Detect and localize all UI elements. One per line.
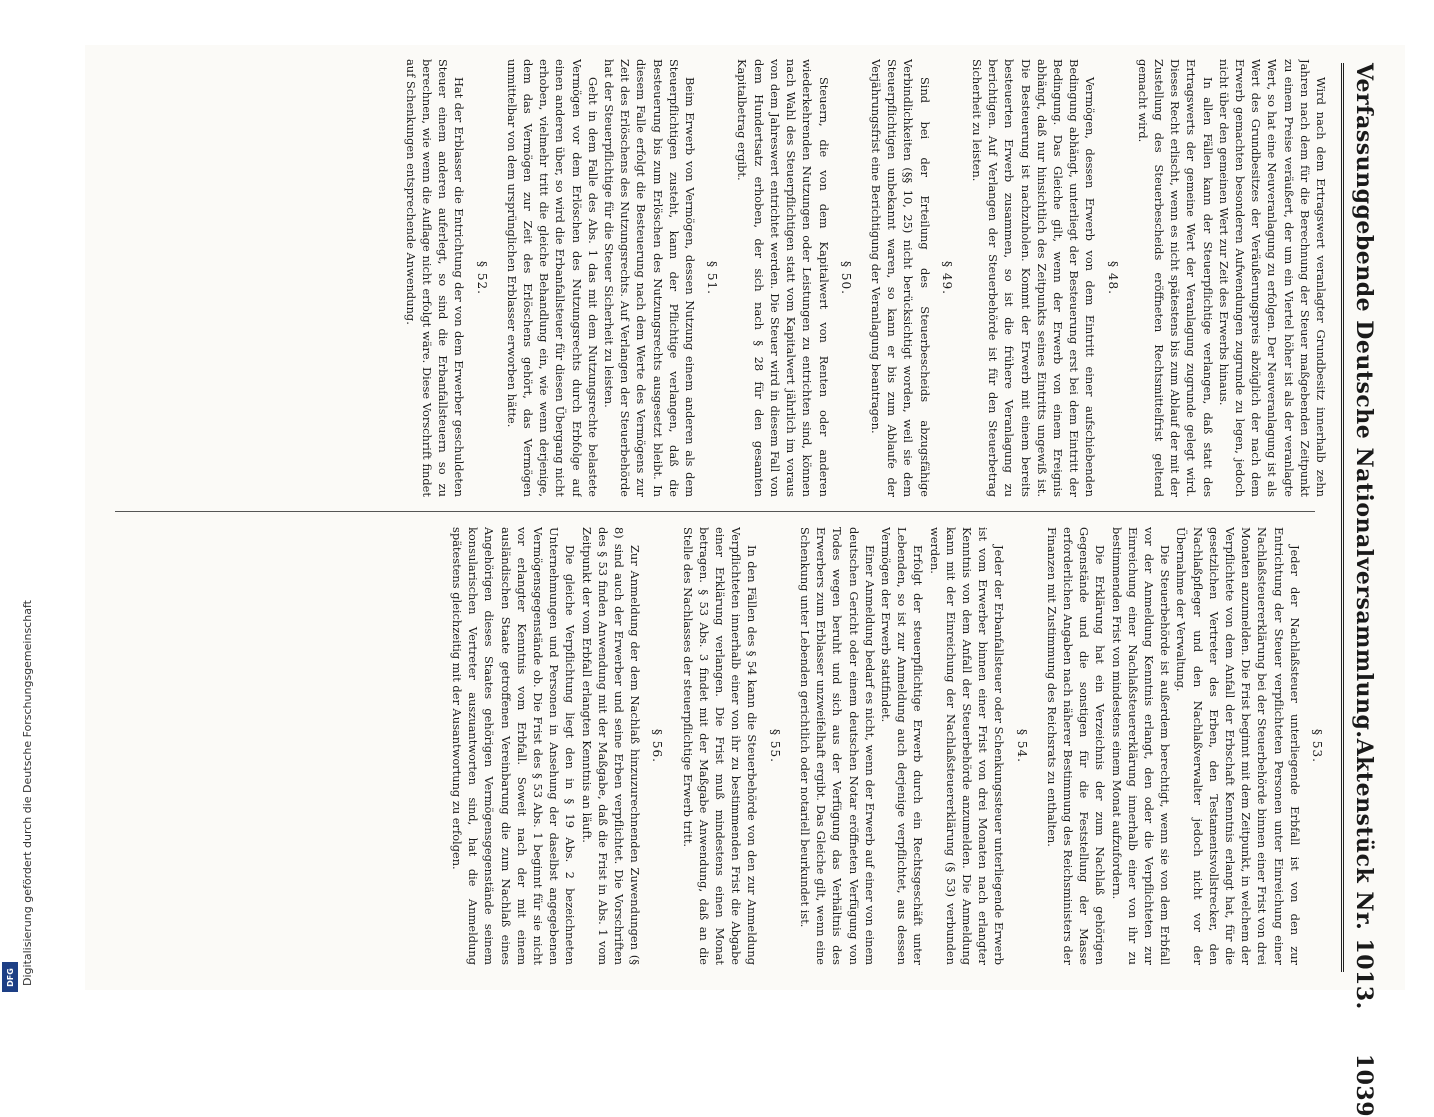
section-heading: § 50. — [838, 261, 853, 295]
column-left — [109, 59, 1329, 497]
paragraph: Jeder der Nachlaßsteuer unterliegende Erbfall ist von den zur Entrichtung der Steuer verpflichteten Personen unter Einreichung einer Nachlaßsteuererklärung bei der Steuerbehörde binnen einer Frist von drei Monaten anzumelden. Die Frist beginnt mit dem Zeitpunkt, in welchem der Verpflichtete von dem Anfall der Erbschaft Kenntnis erlangt hat, für die gesetzlichen Vertreter des Erben, den Testamentsvollstrecker, den Nachlaßpfleger und den Nachlaßverwalter jedoch nicht vor der Übernahme der Verwaltung. — [1174, 527, 1302, 965]
header-rule — [1341, 63, 1344, 972]
scanned-page — [85, 45, 1405, 1117]
paragraph: Die gleiche Verpflichtung liegt den in § 19 Abs. 2 bezeichneten Unternehmungen und Personen in Ansehung der daselbst angegebenen Vermögensgegenstände ob. Die Frist des § 53 Abs. 1 beginnt für sie nicht vor erlangter Kenntnis vom Erbfall. Soweit nach der mit einem ausländischen Staate getroffenen Vereinbarung die zum Nachlaß eines Angehörigen dieses Staates gehörigen Vermögensgegenstände seinem konsularischen Vertreter auszuantworten sind, hat die Anmeldung spätestens gleichzeitig mit der Ausantwortung zu erfolgen. — [450, 527, 578, 965]
section-heading: § 52. — [474, 261, 489, 295]
side-note — [0, 0, 34, 1000]
section-heading: § 54. — [1014, 729, 1029, 763]
page-header — [1351, 63, 1397, 1117]
paragraph: In allen Fällen kann der Steuerpflichtige verlangen, daß statt des Ertragswerts der gemeine Wert der Veranlagung zugrunde gelegt wird. Dieses Recht erlischt, wenn es nicht spätestens bis zum Ablauf der mit der Zustellung des Steuerbescheids eröffneten Rechtsmittelfrist geltend gemacht wird. — [1135, 59, 1215, 497]
section-heading: § 53. — [1310, 729, 1324, 763]
section-heading: § 48. — [1105, 261, 1120, 295]
paragraph: Jeder der Erbanfallsteuer oder Schenkungssteuer unterliegende Erwerb ist vom Erwerber binnen einer Frist von drei Monaten nach erlangter Kenntnis von dem Anfall der Steuerbehörde anzumelden. Die Anmeldung kann mit der Einreichung der Nachlaßsteuererklärung (§ 53) verbunden werden. — [927, 527, 1007, 965]
paragraph: Hat der Erblasser die Entrichtung der von dem Erwerber geschuldeten Steuer einem anderen auferlegt, so sind die Erbanfallsteuern so zu berechnen, wie wenn die Auflage nicht erfolgt wäre. Diese Vorschrift findet auf Schenkungen entsprechende Anwendung. — [403, 59, 467, 497]
page-content — [85, 45, 1405, 1117]
section-heading: § 56. — [650, 729, 665, 763]
paragraph: In den Fällen des § 54 kann die Steuerbehörde von den zur Anmeldung Verpflichteten innerhalb einer von ihr zu bestimmenden Frist die Abgabe einer Erklärung verlangen. Die Frist muß mindestens einen Monat betragen. § 53 Abs. 3 findet mit der Maßgabe Anwendung, daß an die Stelle des Nachlasses der steuerpflichtige Erwerb tritt. — [680, 527, 760, 965]
paragraph: Zur Anmeldung der dem Nachlaß hinzuzurechnenden Zuwendungen (§ 8) sind auch der Erwerber und seine Erben verpflichtet. Die Vorschriften des § 53 finden Anwendung mit der Maßgabe, daß die Frist in Abs. 1 vom Zeitpunkt der vom Erbfall erlangten Kenntnis an läuft. — [579, 527, 643, 965]
dfg-logo-icon — [2, 962, 18, 992]
section-heading: § 51. — [705, 261, 720, 295]
paragraph: Beim Erwerb von Vermögen, dessen Nutzung einem anderen als dem Steuerpflichtigen zusteht, kann der Pflichtige verlangen, daß die Besteuerung bis zum Erlöschen des Nutzungsrechts ausgesetzt bleibt. In diesem Falle erfolgt die Besteuerung nach dem Werte des Vermögens zur Zeit des Erlöschens des Nutzungsrechts. Auf Verlangen der Steuerbehörde hat der Steuerpflichtige für die Steuer Sicherheit zu leisten. — [602, 59, 698, 497]
paragraph: Erfolgt der steuerpflichtige Erwerb durch ein Rechtsgeschäft unter Lebenden, so ist zur Anmeldung auch derjenige verpflichtet, aus dessen Vermögen der Erwerb stattfindet. — [878, 527, 926, 965]
paragraph: Vermögen, dessen Erwerb von dem Eintritt einer aufschiebenden Bedingung abhängt, unterliegt der Besteuerung erst bei dem Eintritt der Bedingung. Das Gleiche gilt, wenn der Erwerb von einem Ereignis abhängt, daß nur hinsichtlich des Zeitpunkts seines Eintritts ungewiß ist. Die Besteuerung ist nachzuholen. Kommt der Erwerb mit einem bereits besteuerten Erwerb zusammen, so ist die frühere Veranlagung zu berichtigen. Auf Verlangen der Steuerbehörde ist für den Steuerbetrag Sicherheit zu leisten. — [969, 59, 1098, 497]
paragraph: Die Erklärung hat ein Verzeichnis der zum Nachlaß gehörigen Gegenstände und die sonstigen für die Feststellung der Masse erforderlichen Angaben nach näherer Bestimmung des Reichsministers der Finanzen mit Zustimmung des Reichsrats zu enthalten. — [1044, 527, 1108, 965]
page-title: Verfassunggebende Deutsche Nationalversammlung. — [1351, 63, 1377, 739]
section-heading: § 49. — [939, 261, 954, 295]
paragraph: Einer Anmeldung bedarf es nicht, wenn der Erwerb auf einer von einem deutschen Gericht oder einem deutschen Notar eröffneten Verfügung von Todes wegen beruht und sich aus der Verfügung das Verhältnis des Erwerbers zum Erblasser unzweifelhaft ergibt. Das Gleiche gilt, wenn eine Schenkung unter Lebenden gerichtlich oder notariell beurkundet ist. — [797, 527, 877, 965]
column-right — [109, 527, 1329, 965]
page-number: 1039 — [1351, 1053, 1377, 1117]
paragraph: Die Steuerbehörde ist außerdem berechtigt, wenn sie von dem Erbfall vor der Anmeldung Kenntnis erlangt, den oder die Verpflichteten zur Einreichung einer Nachlaßsteuererklärung innerhalb einer von ihr zu bestimmenden Frist von mindestens einem Monat aufzufordern. — [1109, 527, 1173, 965]
document-reference: Aktenstück Nr. 1013. — [1351, 738, 1377, 1010]
paragraph: Wird nach dem Ertragswert veranlagter Grundbesitz innerhalb zehn Jahren nach dem für die Berechnung der Steuer maßgebenden Zeitpunkt zu einem Preise veräußert, der um ein Viertel höher ist als der veranlagte Wert, so hat eine Neuveranlagung zu erfolgen. Der Neuveranlagung ist als Wert des Grundbesitzes der Veräußerungspreis abzüglich der nach dem Erwerb gemachten besonderen Aufwendungen zugrunde zu legen, jedoch nicht über den gemeinen Wert zur Zeit des Erwerbs hinaus. — [1216, 59, 1328, 497]
section-heading: § 55. — [767, 729, 782, 763]
dfg-logo-text: DFG — [5, 967, 15, 987]
paragraph: Geht in dem Falle des Abs. 1 das mit dem Nutzungsrechte belastete Vermögen vor dem Erlöschen des Nutzungsrechts durch Erbfolge auf einen anderen über, so wird die Erbanfallsteuer für diesen Übergang nicht erhoben, vielmehr tritt die gleiche Behandlung ein, wie wenn derjenige, dem das Vermögen zur Zeit des Erlöschens gehört, das Vermögen unmittelbar von dem ursprünglichen Erblasser erworben hätte. — [504, 59, 600, 497]
paragraph: Steuern, die von dem Kapitalwert von Renten oder anderen wiederkehrenden Nutzungen oder Leistungen zu entrichten sind, können nach Wahl des Steuerpflichtigen statt vom Kapitalwert jährlich im voraus von dem Jahreswert entrichtet werden. Die Steuer wird in diesem Fall von dem Hundertsatz erhoben, der sich nach § 28 für den gesamten Kapitalbetrag ergibt. — [735, 59, 831, 497]
column-divider — [115, 511, 1315, 512]
funding-note: Digitalisierung gefördert durch die Deutsche Forschungsgemeinschaft — [21, 600, 34, 986]
paragraph: Sind bei der Erteilung des Steuerbescheids abzugsfähige Verbindlichkeiten (§§ 10, 25) nicht berücksichtigt worden, weil sie dem Steuerpflichtigen unbekannt waren, so kann er bis zum Ablaufe der Verjährungsfrist eine Berichtigung der Veranlagung beantragen. — [868, 59, 932, 497]
